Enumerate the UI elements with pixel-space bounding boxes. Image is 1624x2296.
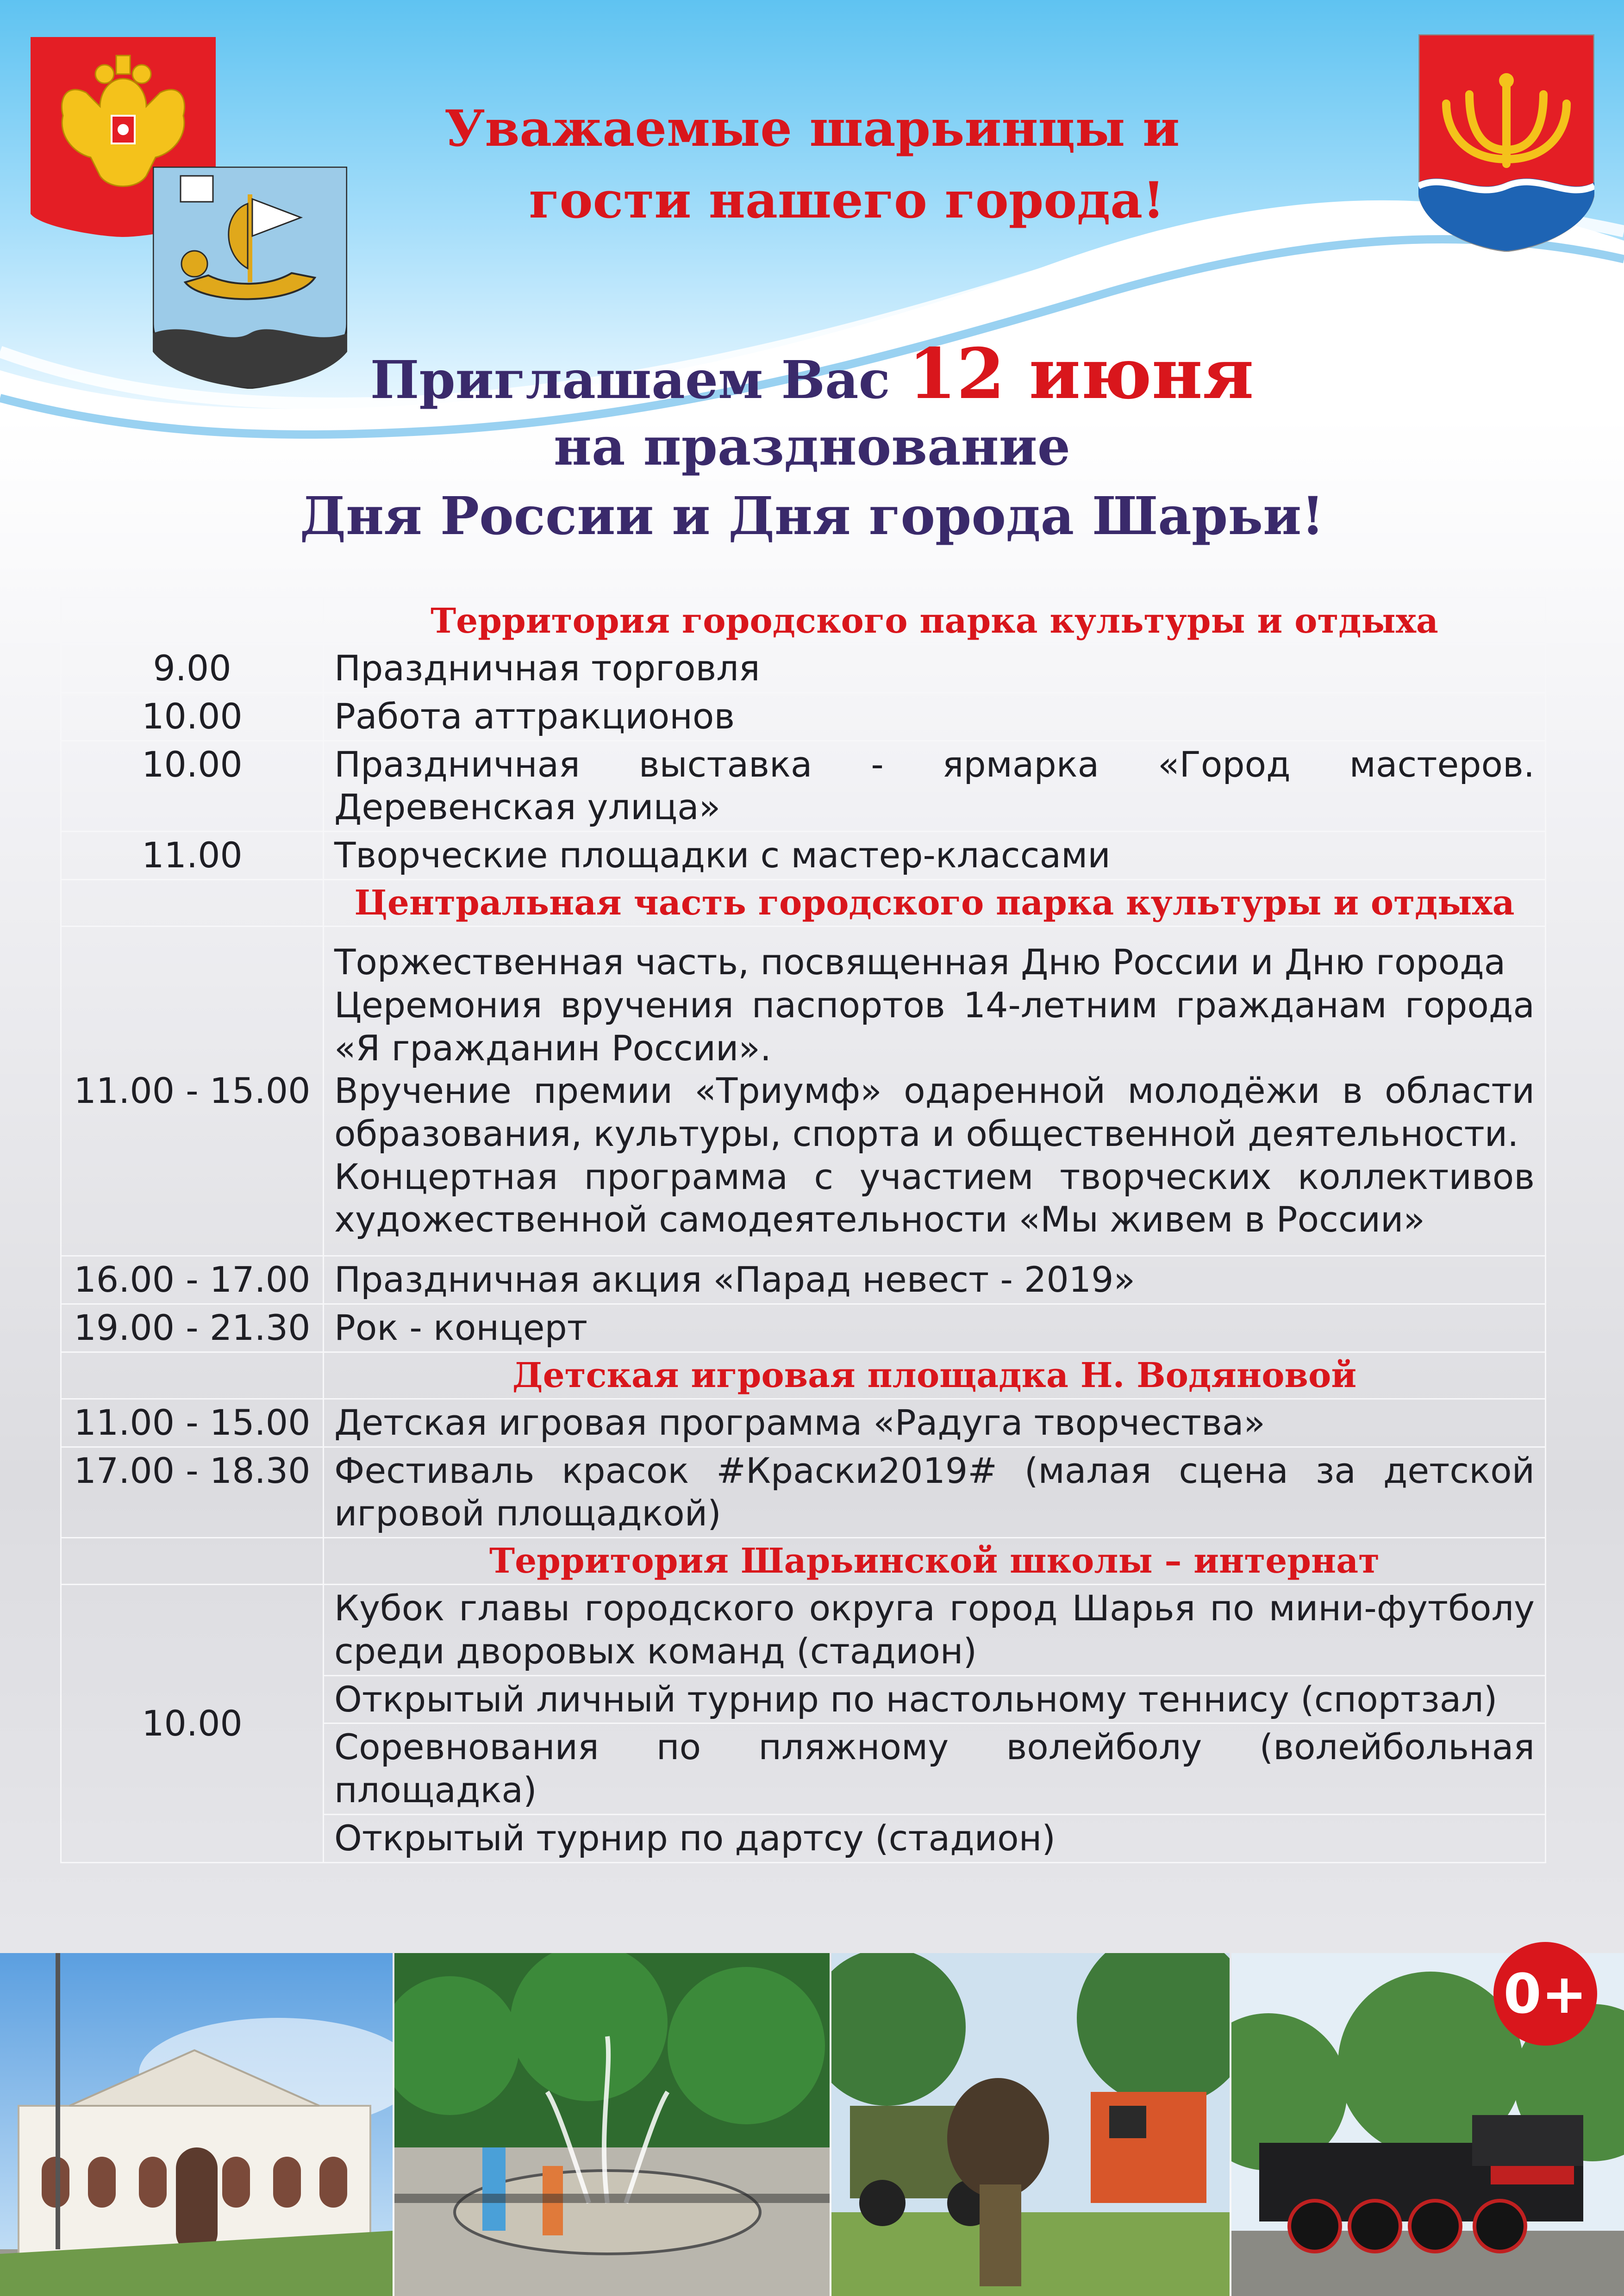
section-header-row bbox=[61, 879, 1546, 926]
event-description: Творческие площадки с мастер-классами bbox=[324, 832, 1546, 880]
event-description: Детская игровая программа «Радуга творчества» bbox=[324, 1399, 1546, 1447]
invite-date: 12 июня bbox=[908, 333, 1254, 415]
event-description: Праздничная торговля bbox=[324, 645, 1546, 693]
table-row bbox=[61, 1447, 1546, 1537]
event-line: Церемония вручения паспортов 14-летним гражданам города «Я гражданин России». bbox=[334, 984, 1535, 1069]
section-header-row bbox=[61, 598, 1546, 645]
event-description: Фестиваль красок #Краски2019# (малая сцена за детской игровой площадкой) bbox=[324, 1447, 1546, 1537]
event-time: 11.00 - 15.00 bbox=[61, 927, 324, 1256]
table-row bbox=[61, 692, 1546, 740]
event-line: Вручение премии «Триумф» одаренной молодёжи в области образования, культуры, спорта и общественной деятельности. bbox=[334, 1070, 1535, 1154]
table-row bbox=[61, 645, 1546, 693]
invite-prefix: Приглашаем Вас bbox=[370, 350, 890, 411]
event-line: Торжественная часть, посвященная Дню России и Дню города bbox=[334, 941, 1506, 983]
section-title: Территория городского парка культуры и отдыха bbox=[324, 598, 1546, 645]
event-time: 10.00 bbox=[61, 740, 324, 831]
event-time: 10.00 bbox=[61, 692, 324, 740]
event-description: Открытый личный турнир по настольному теннису (спортзал) bbox=[324, 1675, 1546, 1724]
event-line: Концертная программа с участием творческих коллективов художественной самодеятельности «Мы живем в России» bbox=[334, 1156, 1535, 1240]
table-row bbox=[61, 1399, 1546, 1447]
event-time: 19.00 - 21.30 bbox=[61, 1304, 324, 1352]
invite-line-3: Дня России и Дня города Шарьи! bbox=[300, 486, 1324, 547]
event-description: Кубок главы городского округа город Шарья по мини-футболу среди дворовых команд (стадион) bbox=[324, 1585, 1546, 1675]
empty-time-cell bbox=[61, 598, 324, 645]
section-title: Территория Шарьинской школы – интернат bbox=[324, 1538, 1546, 1585]
table-row bbox=[61, 740, 1546, 831]
empty-time-cell bbox=[61, 1352, 324, 1399]
event-description: Работа аттракционов bbox=[324, 692, 1546, 740]
section-title: Центральная часть городского парка культуры и отдыха bbox=[324, 879, 1546, 926]
greeting-line-2: гости нашего города! bbox=[529, 171, 1165, 230]
event-description-block bbox=[324, 927, 1546, 1256]
event-description: Соревнования по пляжному волейболу (волейбольная площадка) bbox=[324, 1724, 1546, 1814]
event-description: Праздничная выставка - ярмарка «Город мастеров. Деревенская улица» bbox=[324, 740, 1546, 831]
monuments-vehicles-photo bbox=[831, 1953, 1230, 2296]
railway-station-photo bbox=[0, 1953, 393, 2296]
event-description: Праздничная акция «Парад невест - 2019» bbox=[324, 1256, 1546, 1304]
invite-line-1 bbox=[0, 333, 1624, 415]
table-row bbox=[61, 1585, 1546, 1675]
greeting-line-1: Уважаемые шарьинцы и bbox=[444, 100, 1180, 158]
event-time: 10.00 bbox=[61, 1585, 324, 1862]
age-rating-badge: 0+ bbox=[1493, 1942, 1597, 2046]
event-time: 16.00 - 17.00 bbox=[61, 1256, 324, 1304]
table-row bbox=[61, 927, 1546, 1256]
event-description: Рок - концерт bbox=[324, 1304, 1546, 1352]
table-row bbox=[61, 832, 1546, 880]
table-row bbox=[61, 1256, 1546, 1304]
fountain-park-photo bbox=[394, 1953, 830, 2296]
schedule-table bbox=[60, 597, 1546, 1863]
event-time: 11.00 bbox=[61, 832, 324, 880]
section-title: Детская игровая площадка Н. Водяновой bbox=[324, 1352, 1546, 1399]
section-header-row bbox=[61, 1538, 1546, 1585]
empty-time-cell bbox=[61, 1538, 324, 1585]
invite-line-2: на празднование bbox=[554, 417, 1070, 477]
event-description: Открытый турнир по дартсу (стадион) bbox=[324, 1814, 1546, 1862]
section-header-row bbox=[61, 1352, 1546, 1399]
event-time: 17.00 - 18.30 bbox=[61, 1447, 324, 1537]
empty-time-cell bbox=[61, 879, 324, 926]
event-time: 11.00 - 15.00 bbox=[61, 1399, 324, 1447]
event-time: 9.00 bbox=[61, 645, 324, 693]
table-row bbox=[61, 1304, 1546, 1352]
